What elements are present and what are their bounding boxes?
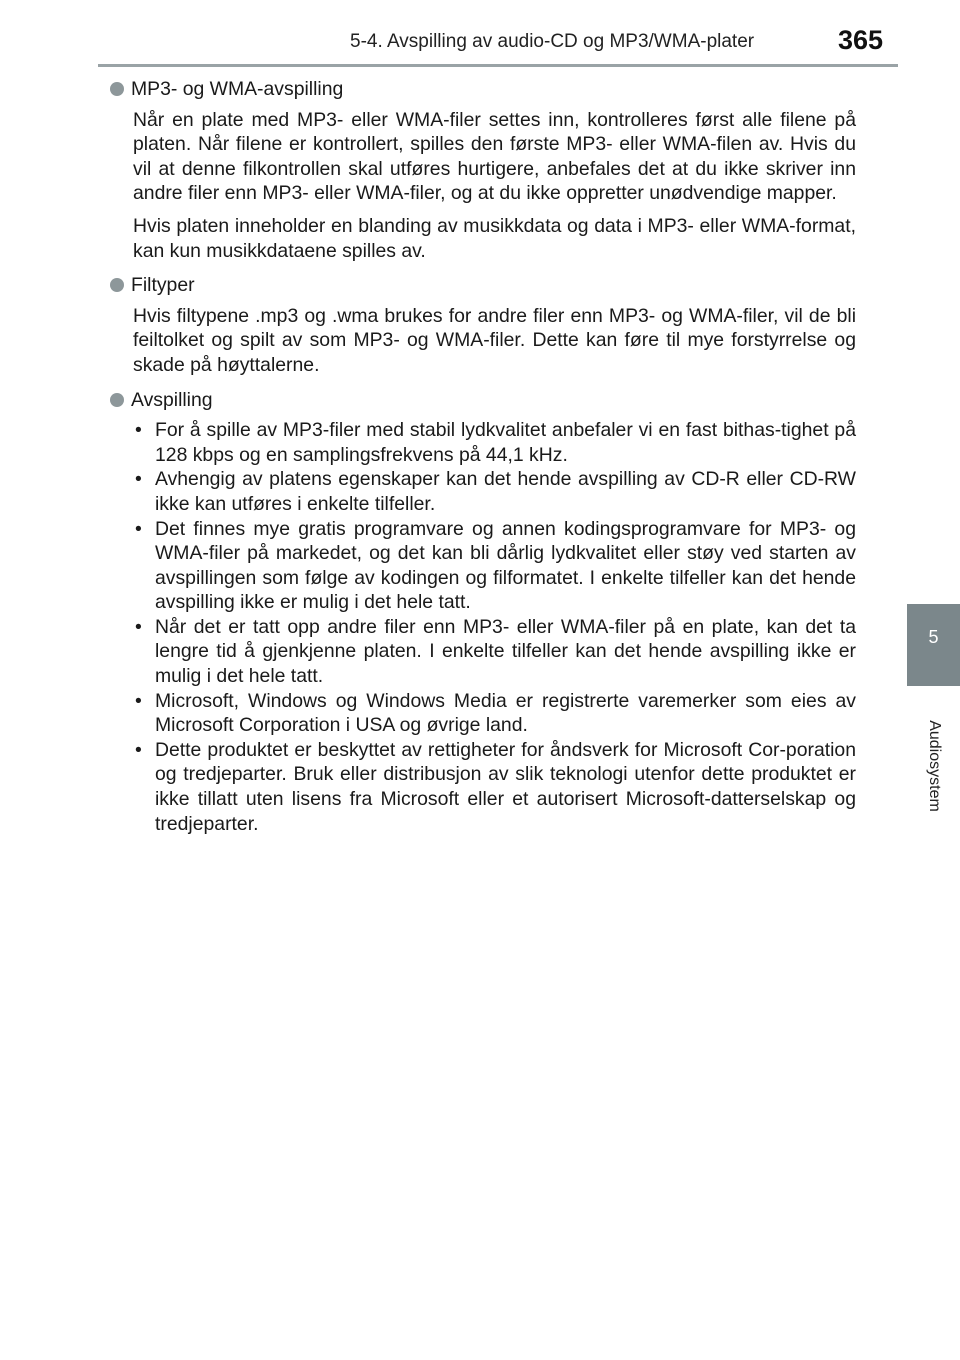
header-divider bbox=[98, 64, 898, 67]
list-item bbox=[108, 467, 856, 516]
bullet-dot-icon bbox=[110, 393, 124, 407]
list-bullet: • bbox=[135, 419, 142, 442]
section-heading bbox=[108, 273, 856, 298]
list-item-text: Avhengig av platens egenskaper kan det hende avspilling av CD-R eller CD-RW ikke kan utføres i enkelte tilfeller. bbox=[155, 468, 856, 515]
list-item bbox=[108, 689, 856, 738]
page-content bbox=[108, 77, 856, 836]
list-bullet: • bbox=[135, 738, 142, 761]
chapter-label: Audiosystem bbox=[926, 720, 943, 812]
section-heading-text: Avspilling bbox=[131, 388, 213, 411]
page-number: 365 bbox=[838, 25, 884, 55]
list-item bbox=[108, 615, 856, 689]
list-item bbox=[108, 517, 856, 615]
section-filetypes bbox=[108, 273, 856, 377]
section-mp3-wma bbox=[108, 77, 856, 263]
list-item-text: Det finnes mye gratis programvare og annen kodingsprogramvare for MP3- og WMA-filer på markedet, og det kan bli dårlig lydkvalitet eller støy ved starten av avspillingen som følge av kodingen og filformatet. I enkelte tilfeller kan det hende avspilling ikke er mulig i det hele tatt. bbox=[155, 517, 856, 614]
section-heading-text: Filtyper bbox=[131, 274, 195, 297]
list-item-text: Dette produktet er beskyttet av rettigheter for åndsverk for Microsoft Cor-poration og tredjeparter. Bruk eller distribusjon av slik teknologi utenfor dette produktet er ikke tillatt uten lisens fra Microsoft eller et autorisert Microsoft-datterselskap og tredjeparter. bbox=[155, 738, 856, 835]
list-item-text: Når det er tatt opp andre filer enn MP3- eller WMA-filer på en plate, kan det ta lengre tid å gjenkjenne platen. I enkelte tilfeller kan det hende avspilling ikke er mulig i det hele tatt. bbox=[155, 615, 856, 688]
list-bullet: • bbox=[135, 517, 142, 540]
list-bullet: • bbox=[135, 468, 142, 491]
section-heading bbox=[108, 388, 856, 413]
paragraph: Hvis filtypene .mp3 og .wma brukes for andre filer enn MP3- og WMA-filer, vil de bli feiltolket og spilt av som MP3- og WMA-filer. Dette kan føre til mye forstyrrelse og skade på høyttalerne. bbox=[133, 304, 856, 376]
bullet-dot-icon bbox=[110, 278, 124, 292]
chapter-tab bbox=[907, 604, 960, 686]
section-title: 5-4. Avspilling av audio-CD og MP3/WMA-plater bbox=[350, 31, 755, 52]
list-item-text: For å spille av MP3-filer med stabil lydkvalitet anbefaler vi en fast bithas-tighet på 128 kbps og en samplingsfrekvens på 44,1 kHz. bbox=[155, 419, 856, 466]
list-item bbox=[108, 738, 856, 836]
section-playback bbox=[108, 388, 856, 837]
paragraph: Hvis platen inneholder en blanding av musikkdata og data i MP3- eller WMA-format, kan kun musikkdataene spilles av. bbox=[133, 214, 856, 262]
section-heading-text: MP3- og WMA-avspilling bbox=[131, 78, 344, 100]
paragraph: Når en plate med MP3- eller WMA-filer settes inn, kontrolleres først alle filene på platen. Når filene er kontrollert, spilles den første MP3- eller WMA-filen av. Hvis du vil at denne filkontrollen skal utføres hurtigere, anbefales det at du ikke skriver inn andre filer enn MP3- eller WMA-filer, og at du ikke oppretter unødvendige mapper. bbox=[133, 108, 856, 205]
bullet-dot-icon bbox=[110, 82, 124, 96]
chapter-number: 5 bbox=[928, 627, 939, 647]
playback-list bbox=[108, 418, 856, 836]
list-bullet: • bbox=[135, 615, 142, 638]
section-heading bbox=[108, 77, 856, 102]
list-item bbox=[108, 418, 856, 467]
list-bullet: • bbox=[135, 689, 142, 712]
list-item-text: Microsoft, Windows og Windows Media er registrerte varemerker som eies av Microsoft Corporation i USA og øvrige land. bbox=[155, 689, 856, 737]
